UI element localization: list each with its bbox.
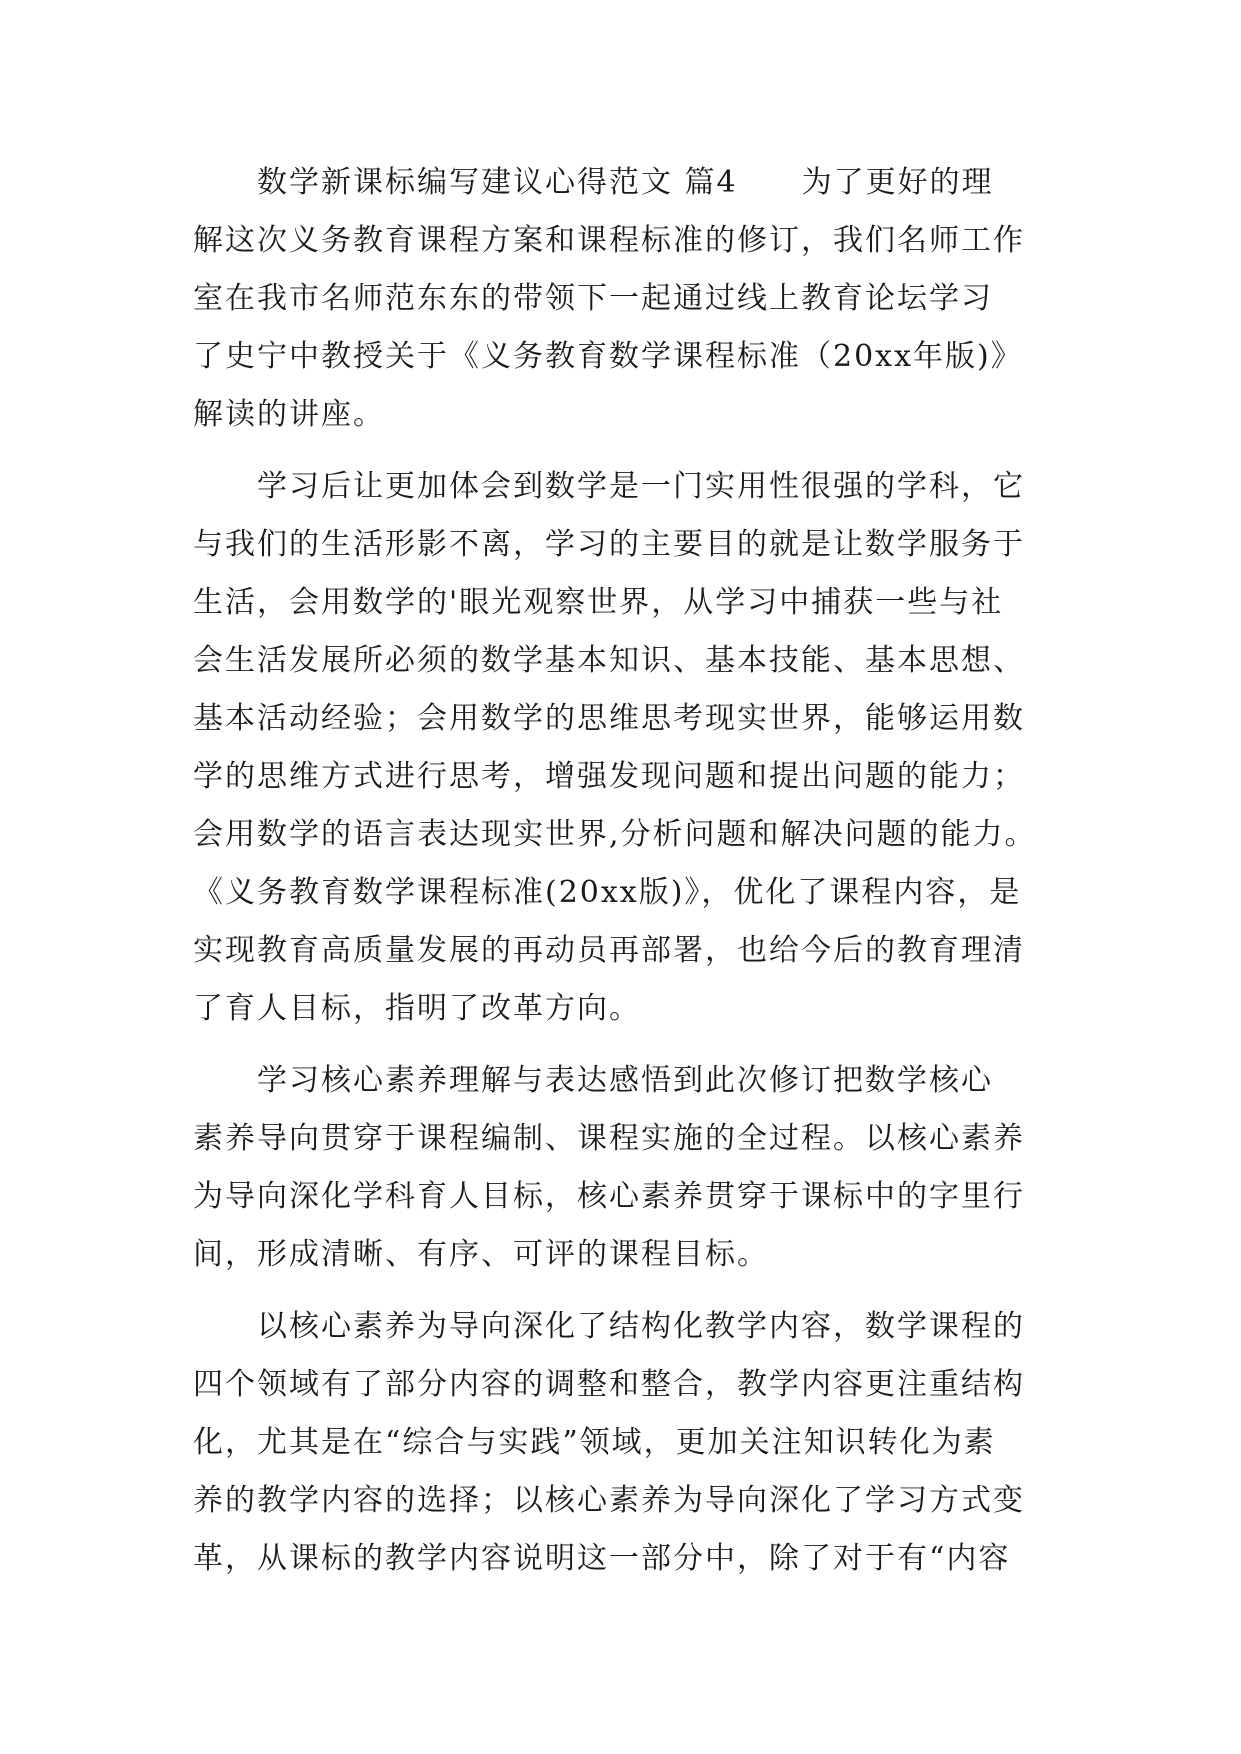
text-line: 化，尤其是在“综合与实践”领域，更加关注知识转化为素 bbox=[193, 1425, 996, 1460]
text-line: 基本活动经验；会用数学的思维思考现实世界，能够运用数 bbox=[193, 701, 1025, 736]
text-line: 会生活发展所必须的数学基本知识、基本技能、基本思想、 bbox=[193, 643, 1025, 678]
text-line: 间，形成清晰、有序、可评的课程目标。 bbox=[193, 1237, 769, 1272]
paragraph-3 bbox=[193, 1052, 1053, 1284]
text-line: 室在我市名师范东东的带领下一起通过线上教育论坛学习 bbox=[193, 281, 993, 316]
text-line: 了史宁中教授关于《义务教育数学课程标准（20xx年版)》 bbox=[193, 339, 1023, 374]
text-line: 素养导向贯穿于课程编制、课程实施的全过程。以核心素养 bbox=[193, 1121, 1025, 1156]
text-line: 解这次义务教育课程方案和课程标准的修订，我们名师工作 bbox=[193, 223, 1025, 258]
text-line: 生活，会用数学的'眼光观察世界，从学习中捕获一些与社 bbox=[193, 585, 1004, 620]
text-line: 以核心素养为导向深化了结构化教学内容，数学课程的 bbox=[193, 1309, 1025, 1344]
text-line: 革，从课标的教学内容说明这一部分中，除了对于有“内容 bbox=[193, 1541, 1011, 1576]
text-line: 解读的讲座。 bbox=[193, 397, 385, 432]
text-line: 学习后让更加体会到数学是一门实用性很强的学科，它 bbox=[193, 469, 1025, 504]
text-line: 学习核心素养理解与表达感悟到此次修订把数学核心 bbox=[193, 1063, 993, 1098]
text-line: 数学新课标编写建议心得范文 篇4 为了更好的理 bbox=[193, 165, 994, 200]
text-line: 学的思维方式进行思考，增强发现问题和提出问题的能力； bbox=[193, 759, 1025, 794]
text-line: 养的教学内容的选择；以核心素养为导向深化了学习方式变 bbox=[193, 1483, 1025, 1518]
paragraph-2 bbox=[193, 458, 1053, 1038]
text-line: 《义务教育数学课程标准(20xx版)》，优化了课程内容，是 bbox=[193, 875, 1022, 910]
paragraph-4 bbox=[193, 1298, 1053, 1588]
text-line: 四个领域有了部分内容的调整和整合，教学内容更注重结构 bbox=[193, 1367, 1025, 1402]
paragraph-1 bbox=[193, 154, 1053, 444]
text-line: 与我们的生活形影不离，学习的主要目的就是让数学服务于 bbox=[193, 527, 1025, 562]
text-line: 了育人目标，指明了改革方向。 bbox=[193, 991, 641, 1026]
text-line: 为导向深化学科育人目标，核心素养贯穿于课标中的字里行 bbox=[193, 1179, 1025, 1214]
text-line: 实现教育高质量发展的再动员再部署，也给今后的教育理清 bbox=[193, 933, 1025, 968]
document-page bbox=[193, 154, 1053, 1588]
text-line: 会用数学的语言表达现实世界,分析问题和解决问题的能力。 bbox=[193, 817, 1037, 852]
